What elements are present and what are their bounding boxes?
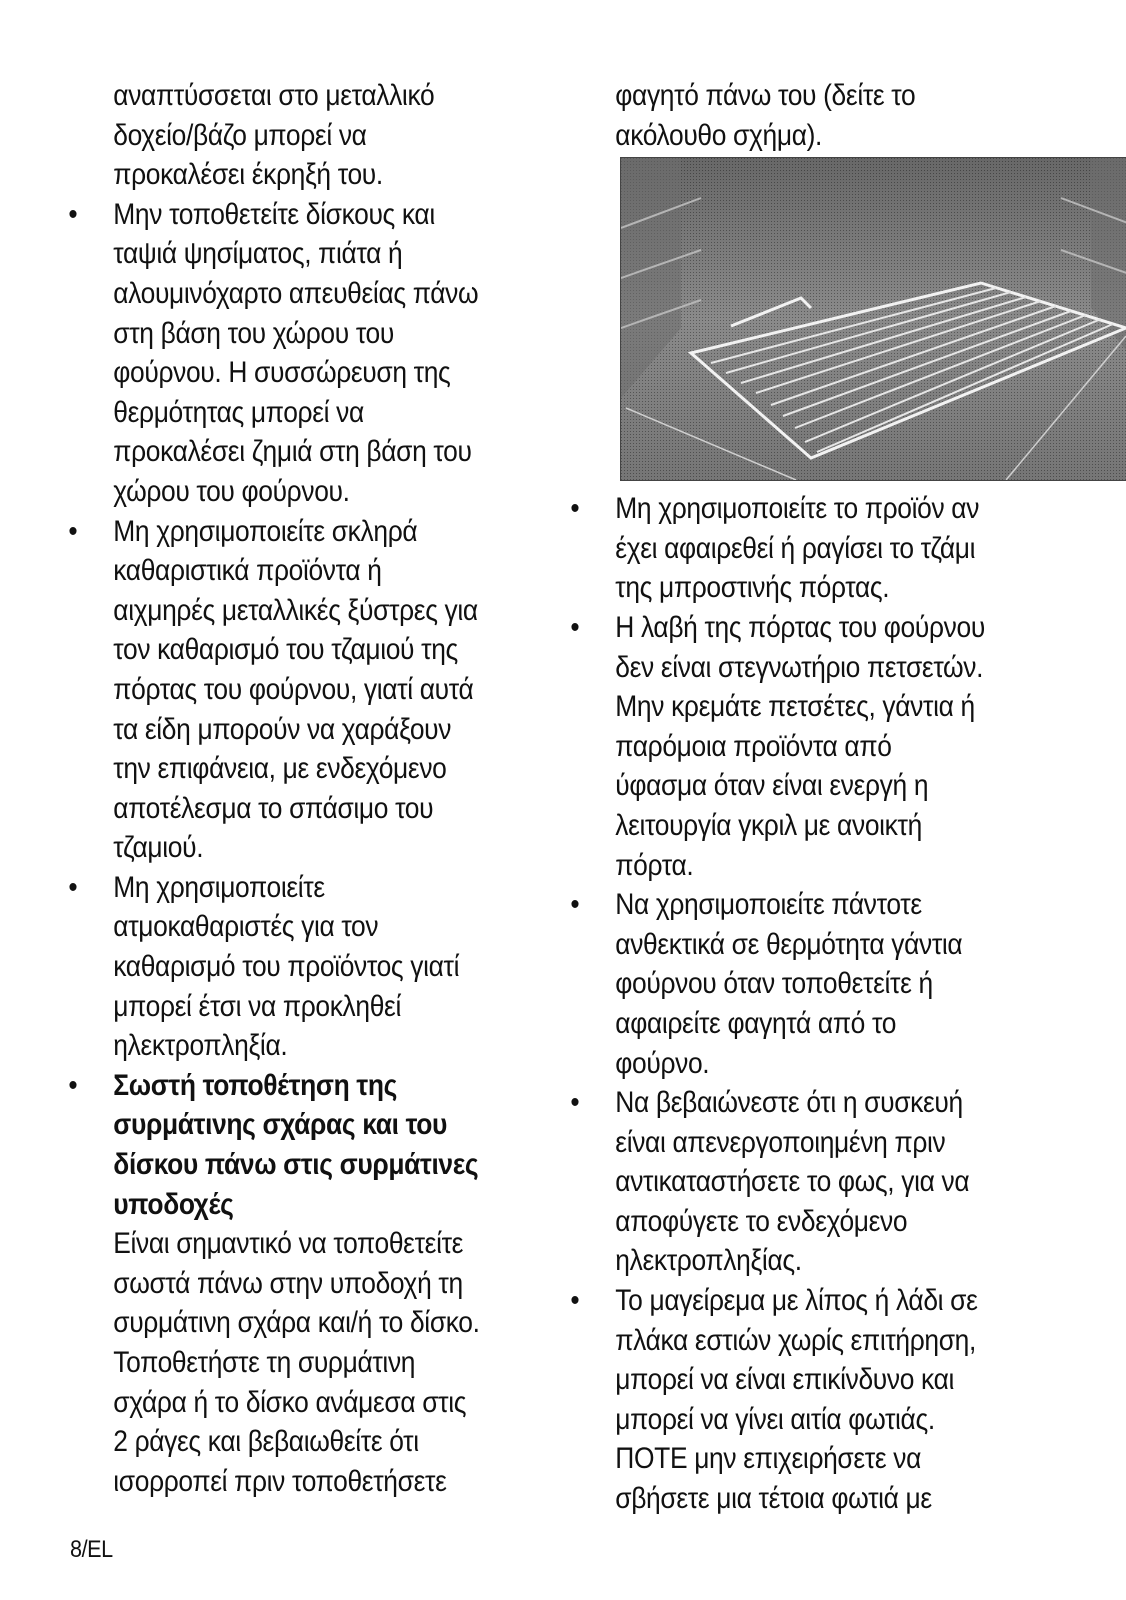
text-line: φούρνο. bbox=[615, 1046, 710, 1080]
bullet-item bbox=[566, 1281, 1024, 1519]
text-line: αναπτύσσεται στο μεταλλικό bbox=[113, 79, 435, 112]
text-line: μπορεί να γίνει αιτία φωτιάς. bbox=[615, 1402, 935, 1436]
section-heading-item bbox=[64, 1066, 492, 1502]
text-line: ηλεκτροπληξία. bbox=[113, 1029, 288, 1063]
text-line: αλουμινόχαρτο απευθείας πάνω bbox=[113, 276, 479, 310]
text-line: είναι απενεργοποιημένη πριν bbox=[615, 1125, 946, 1159]
text-line: Η λαβή της πόρτας του φούρνου bbox=[615, 610, 985, 644]
text-line: φούρνου όταν τοποθετείτε ή bbox=[615, 967, 933, 1001]
text-line: Είναι σημαντικό να τοποθετείτε bbox=[113, 1227, 464, 1261]
bullet-dot-icon: • bbox=[68, 197, 78, 231]
bullet-dot-icon: • bbox=[68, 870, 78, 904]
text-line: ατμοκαθαριστές για τον bbox=[113, 910, 379, 944]
text-line: συρμάτινη σχάρα και/ή το δίσκο. bbox=[113, 1306, 480, 1340]
text-line: σβήσετε μια τέτοια φωτιά με bbox=[615, 1482, 932, 1516]
text-line: θερμότητας μπορεί να bbox=[113, 395, 364, 429]
text-line: πόρτας του φούρνου, γιατί αυτά bbox=[113, 672, 474, 706]
text-line: καθαρισμό του προϊόντος γιατί bbox=[113, 950, 460, 984]
bullet-dot-icon: • bbox=[68, 514, 78, 548]
text-line: μπορεί έτσι να προκληθεί bbox=[113, 989, 401, 1023]
text-line: καθαριστικά προϊόντα ή bbox=[113, 554, 382, 588]
section-heading-line: συρμάτινης σχάρας και του bbox=[113, 1108, 448, 1142]
text-line: Το μαγείρεμα με λίπος ή λάδι σε bbox=[615, 1284, 978, 1318]
text-line: την επιφάνεια, με ενδεχόμενο bbox=[113, 752, 447, 786]
text-line: δοχείο/βάζο μπορεί να bbox=[113, 118, 367, 152]
section-heading-line: δίσκου πάνω στις συρμάτινες bbox=[113, 1148, 479, 1182]
text-line: 2 ράγες και βεβαιωθείτε ότι bbox=[113, 1425, 419, 1459]
text-line: προκαλέσει έκρηξή του. bbox=[113, 158, 383, 192]
wire-rack-icon bbox=[621, 158, 1126, 480]
text-line: ΠΟΤΕ μην επιχειρήσετε να bbox=[615, 1442, 922, 1476]
bullet-dot-icon: • bbox=[570, 888, 580, 922]
text-line: πλάκα εστιών χωρίς επιτήρηση, bbox=[615, 1323, 977, 1357]
text-line: φαγητό πάνω του (δείτε το bbox=[615, 79, 916, 112]
text-line: φούρνου. Η συσσώρευση της bbox=[113, 356, 451, 390]
text-line: ταψιά ψησίματος, πιάτα ή bbox=[113, 237, 403, 271]
text-line: Μη χρησιμοποιείτε σκληρά bbox=[113, 514, 418, 548]
section-heading-line: υποδοχές bbox=[113, 1187, 234, 1221]
bullet-dot-icon: • bbox=[570, 1284, 580, 1318]
text-line: αποτέλεσμα το σπάσιμο του bbox=[113, 791, 434, 825]
bullet-dot-icon: • bbox=[570, 1086, 580, 1120]
text-line: Να χρησιμοποιείτε πάντοτε bbox=[615, 888, 922, 922]
text-line: τον καθαρισμό του τζαμιού της bbox=[113, 633, 458, 667]
left-continuation-text bbox=[64, 76, 492, 195]
text-line: τα είδη μπορούν να χαράξουν bbox=[113, 712, 452, 746]
text-line: έχει αφαιρεθεί ή ραγίσει το τζάμι bbox=[615, 531, 976, 565]
text-line: Μη χρησιμοποιείτε το προϊόν αν bbox=[615, 492, 980, 526]
right-continuation-text bbox=[566, 76, 1024, 155]
text-line: Μην τοποθετείτε δίσκους και bbox=[113, 197, 435, 231]
right-column bbox=[566, 76, 1086, 1519]
text-line: λειτουργία γκριλ με ανοικτή bbox=[615, 808, 922, 842]
bullet-item bbox=[64, 195, 492, 512]
text-line: ύφασμα όταν είναι ενεργή η bbox=[615, 769, 929, 803]
oven-wire-rack-illustration bbox=[620, 157, 1126, 481]
section-heading-line: Σωστή τοποθέτηση της bbox=[113, 1068, 397, 1102]
text-line: Μη χρησιμοποιείτε bbox=[113, 870, 325, 904]
text-line: ισορροπεί πριν τοποθετήσετε bbox=[113, 1464, 447, 1498]
text-line: σχάρα ή το δίσκο ανάμεσα στις bbox=[113, 1385, 467, 1419]
text-line: πόρτα. bbox=[615, 848, 694, 882]
bullet-dot-icon: • bbox=[570, 492, 580, 526]
bullet-item bbox=[566, 1083, 1024, 1281]
text-line: δεν είναι στεγνωτήριο πετσετών. bbox=[615, 650, 984, 684]
text-line: αιχμηρές μεταλλικές ξύστρες για bbox=[113, 593, 478, 627]
text-line: αντικαταστήσετε το φως, για να bbox=[615, 1165, 970, 1199]
text-line: στη βάση του χώρου του bbox=[113, 316, 394, 350]
bullet-item bbox=[566, 885, 1024, 1083]
bullet-item bbox=[566, 608, 1024, 885]
text-line: μπορεί να είναι επικίνδυνο και bbox=[615, 1363, 955, 1397]
bullet-item bbox=[64, 868, 492, 1066]
text-line: σωστά πάνω στην υποδοχή τη bbox=[113, 1266, 463, 1300]
bullet-dot-icon: • bbox=[68, 1068, 78, 1102]
page-number: 8/EL bbox=[70, 1536, 113, 1563]
text-line: προκαλέσει ζημιά στη βάση του bbox=[113, 435, 472, 469]
text-line: τζαμιού. bbox=[113, 831, 204, 865]
text-line: ανθεκτικά σε θερμότητα γάντια bbox=[615, 927, 963, 961]
text-line: χώρου του φούρνου. bbox=[113, 474, 350, 508]
text-line: αφαιρείτε φαγητά από το bbox=[615, 1006, 897, 1040]
bullet-dot-icon: • bbox=[570, 610, 580, 644]
left-column bbox=[64, 76, 550, 1501]
text-line: αποφύγετε το ενδεχόμενο bbox=[615, 1204, 908, 1238]
text-line: Μην κρεμάτε πετσέτες, γάντια ή bbox=[615, 690, 975, 724]
text-line: Τοποθετήστε τη συρμάτινη bbox=[113, 1346, 416, 1379]
bullet-item bbox=[64, 512, 492, 868]
text-line: Να βεβαιώνεστε ότι η συσκευή bbox=[615, 1086, 963, 1120]
bullet-item bbox=[566, 489, 1024, 608]
text-line: παρόμοια προϊόντα από bbox=[615, 729, 892, 763]
text-line: ακόλουθο σχήμα). bbox=[615, 118, 823, 152]
text-line: ηλεκτροπληξίας. bbox=[615, 1244, 802, 1278]
text-line: της μπροστινής πόρτας. bbox=[615, 571, 890, 605]
